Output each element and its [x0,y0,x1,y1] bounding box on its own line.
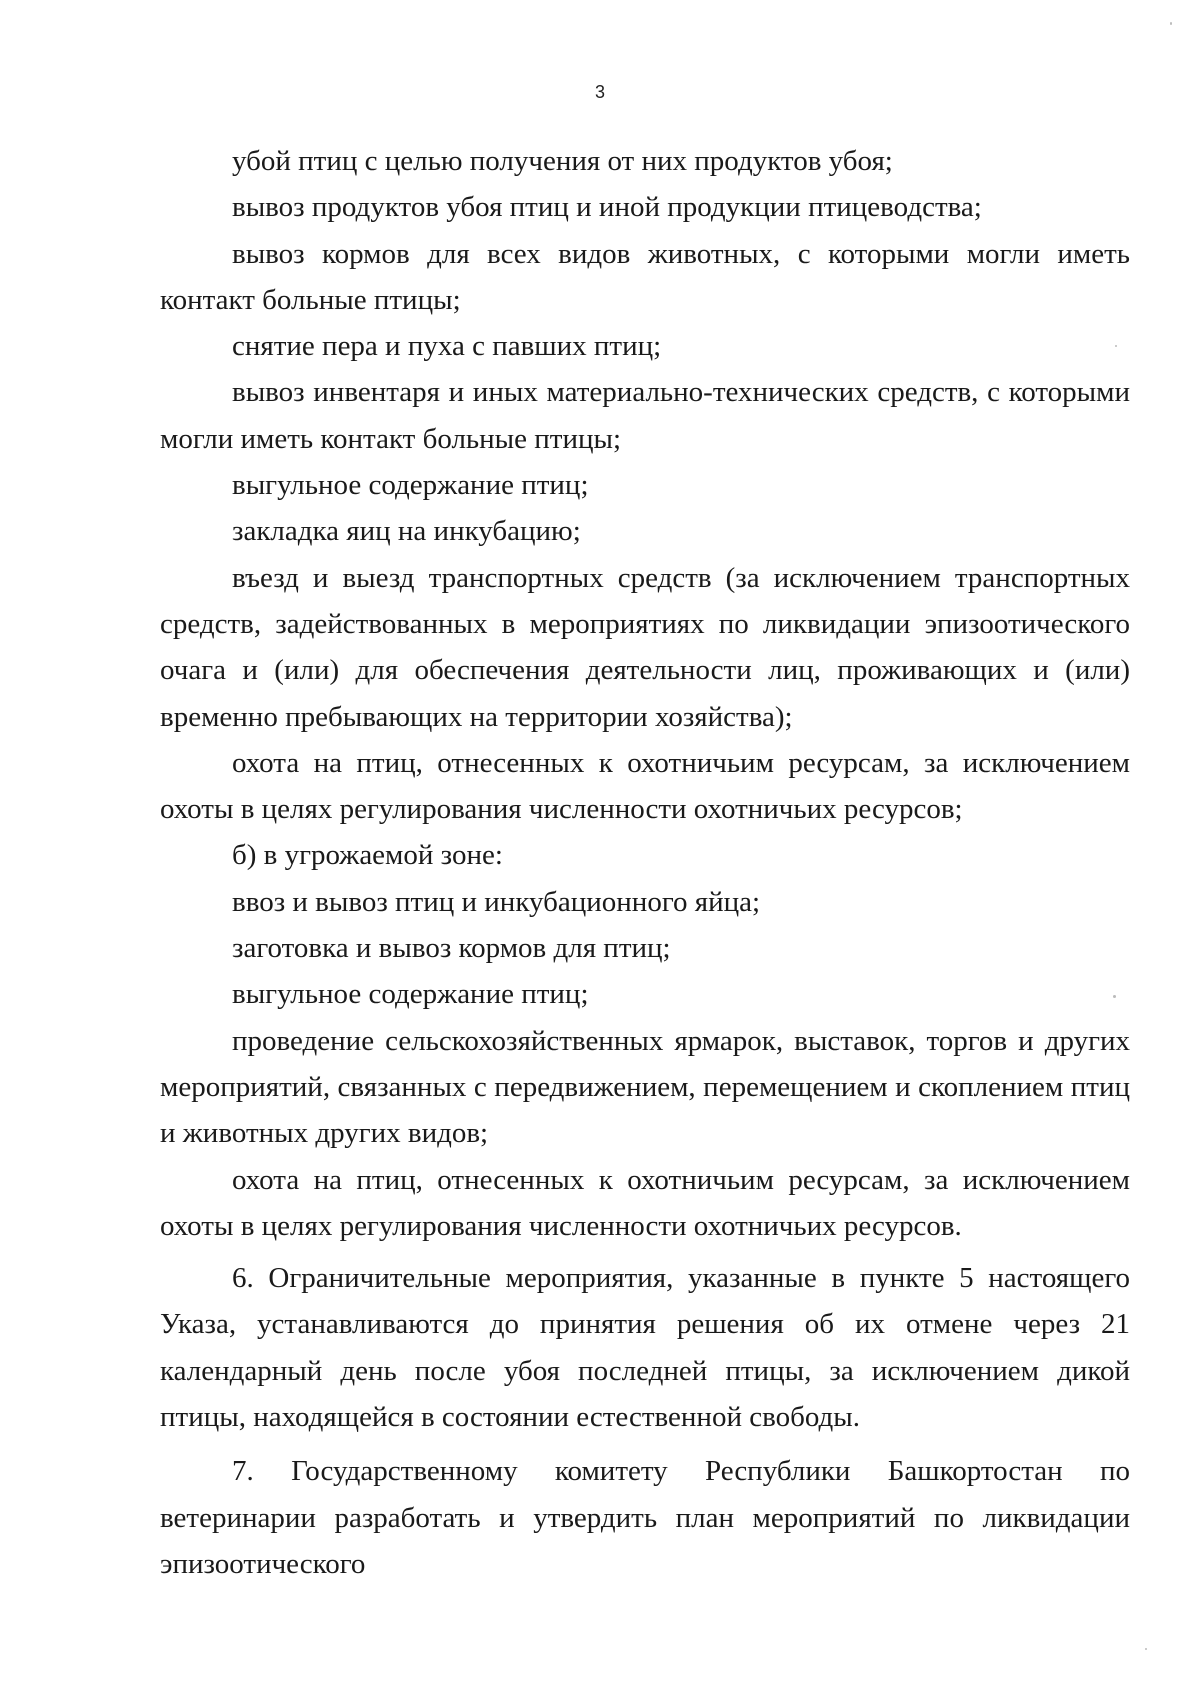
paragraph: выгульное содержание птиц; [232,469,589,502]
paragraph: снятие пера и пуха с павших птиц; [232,330,662,363]
paragraph: вывоз инвентаря и иных материально-технических средств, с которыми могли иметь контакт больные птицы; [160,376,1130,455]
scan-speck [1113,995,1116,998]
document-body [160,138,1130,1587]
paragraph: закладка яиц на инкубацию; [232,515,581,548]
paragraph: ввоз и вывоз птиц и инкубационного яйца; [232,885,761,918]
paragraph: 7. Государственному комитету Республики Башкортостан по ветеринарии разработать и утвердить план мероприятий по ликвидации эпизоотического [160,1455,1130,1580]
paragraph: охота на птиц, отнесенных к охотничьим ресурсам, за исключением охоты в целях регулирования численности охотничьих ресурсов; [160,746,1130,826]
paragraph: вывоз продуктов убоя птиц и иной продукции птицеводства; [232,191,982,224]
paragraph: выгульное содержание птиц; [232,978,589,1011]
scan-speck [1170,22,1172,25]
paragraph: въезд и выезд транспортных средств (за исключением транспортных средств, задействованных в мероприятиях по ликвидации эпизоотического очага и (или) для обеспечения деятельности лиц, проживающих и (или) временно пребывающих на территории хозяйства); [160,561,1130,733]
paragraph: проведение сельскохозяйственных ярмарок, выставок, торгов и других мероприятий, связанных с передвижением, перемещением и скоплением птиц и животных других видов; [160,1024,1130,1150]
scan-speck [1145,1648,1147,1650]
paragraph: вывоз кормов для всех видов животных, с которыми могли иметь контакт больные птицы; [160,237,1130,316]
paragraph: убой птиц с целью получения от них продуктов убоя; [232,145,893,177]
paragraph: охота на птиц, отнесенных к охотничьим ресурсам, за исключением охоты в целях регулирования численности охотничьих ресурсов. [160,1163,1130,1242]
page-number: 3 [594,82,605,102]
paragraph: б) в угрожаемой зоне: [232,839,503,872]
paragraph: заготовка и вывоз кормов для птиц; [232,932,671,965]
scan-speck [1115,345,1117,347]
paragraph: 6. Ограничительные мероприятия, указанные в пункте 5 настоящего Указа, устанавливаются до принятия решения об их отмене через 21 календарный день после убоя последней птицы, за исключением дикой птицы, находящейся в состоянии естественной свободы. [160,1262,1130,1434]
